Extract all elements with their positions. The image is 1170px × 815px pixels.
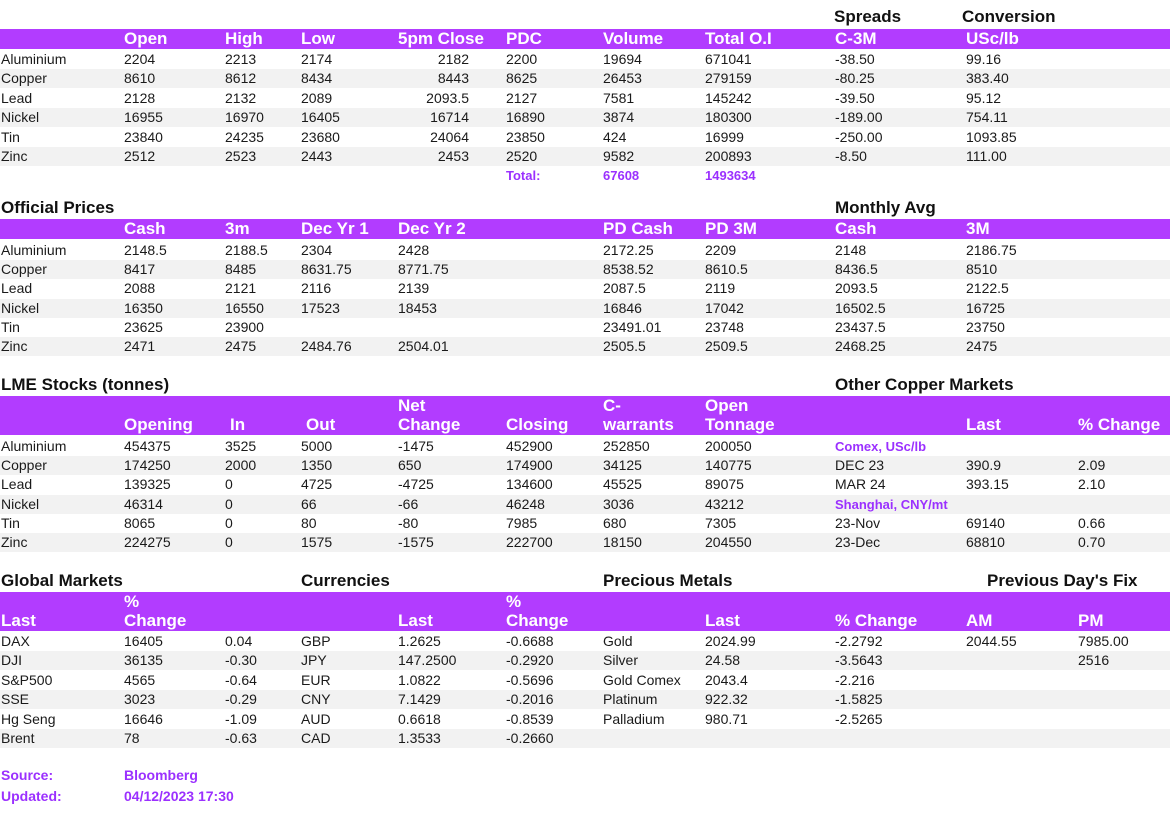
cell-pdc: 8625 <box>506 70 538 87</box>
col-monthly-cash: Cash <box>835 219 877 238</box>
cell-monthly-cash: 8436.5 <box>835 261 878 278</box>
cell-dec-yr2: 18453 <box>398 299 437 316</box>
cell-net-change: -4725 <box>398 476 434 493</box>
cell-c-3m: -8.50 <box>835 148 867 164</box>
cell-open-tonnage: 200050 <box>705 438 752 454</box>
cell-metal: Zinc <box>1 534 28 550</box>
col-5pm-close: 5pm Close <box>398 29 484 48</box>
cell-currency-last: 1.0822 <box>398 671 441 688</box>
cell-pd-3m: 2209 <box>705 242 737 258</box>
cell-monthly-3m: 2186.75 <box>966 242 1017 258</box>
cell-out: 80 <box>301 514 317 531</box>
cell-opening: 46314 <box>124 495 163 512</box>
col-ccy-last: Last <box>398 611 433 630</box>
row-stripe <box>0 495 1170 514</box>
copper-last: 390.9 <box>966 457 1002 474</box>
cell-high: 16970 <box>225 109 264 126</box>
cell-index-last: 16646 <box>124 710 163 727</box>
cell-open: 2204 <box>124 51 156 67</box>
other-copper-title: Other Copper Markets <box>835 375 1014 394</box>
cell-open: 16955 <box>124 109 163 126</box>
col-fix-am: AM <box>966 611 993 630</box>
cell-metal-last: 24.58 <box>705 652 741 669</box>
updated-value: 04/12/2023 17:30 <box>124 788 234 804</box>
cell-opening: 139325 <box>124 476 171 493</box>
conversion-title: Conversion <box>962 7 1056 26</box>
precious-metals-title: Precious Metals <box>603 571 733 590</box>
cell-currency: JPY <box>301 652 327 669</box>
cell-pdc: 16890 <box>506 109 545 126</box>
col-total-oi: Total O.I <box>705 29 772 48</box>
col-copper-pct: % Change <box>1078 415 1161 434</box>
cell-metal: Tin <box>1 318 20 335</box>
col-in: In <box>230 415 246 434</box>
copper-pct-change: 0.66 <box>1078 514 1106 531</box>
col-ot-1: Open <box>705 396 749 415</box>
cell-metal: Nickel <box>1 109 40 126</box>
cell-metal: Tin <box>1 514 20 531</box>
global-markets-title: Global Markets <box>1 571 123 590</box>
cell-metal-pct: -3.5643 <box>835 652 883 669</box>
col-opening: Opening <box>124 415 193 434</box>
source-value: Bloomberg <box>124 767 198 783</box>
col-dec-yr2: Dec Yr 2 <box>398 219 466 238</box>
cell-closing: 134600 <box>506 476 553 493</box>
cell-metal: Copper <box>1 70 47 87</box>
cell-cash: 2088 <box>124 280 156 297</box>
col-cash: Cash <box>124 219 166 238</box>
cell-fix-pm: 7985.00 <box>1078 633 1129 649</box>
cell-close-5pm: 2453 <box>437 148 469 164</box>
cell-open: 2512 <box>124 148 156 164</box>
cell-metal-last: 980.71 <box>705 710 748 727</box>
cell-total-oi: 16999 <box>705 128 744 145</box>
cell-total-oi: 200893 <box>705 148 752 164</box>
cell-c-warrants: 18150 <box>603 534 642 550</box>
col-high: High <box>225 29 263 48</box>
col-cw-1: C- <box>603 396 621 415</box>
cell-currency-pct: -0.6688 <box>506 633 554 649</box>
cell-dec-yr2: 8771.75 <box>398 261 449 278</box>
cell-close-5pm: 8443 <box>437 70 469 87</box>
total-oi: 1493634 <box>705 168 756 183</box>
cell-low: 16405 <box>301 109 340 126</box>
cell-pd-cash: 2087.5 <box>603 280 646 297</box>
col-global-pct-1: % <box>124 592 140 611</box>
cell-c-3m: -38.50 <box>835 51 875 67</box>
cell-3m: 2188.5 <box>225 242 268 258</box>
cell-pd-3m: 23748 <box>705 318 744 335</box>
cell-out: 5000 <box>301 438 333 454</box>
cell-c-3m: -39.50 <box>835 89 875 106</box>
cell-pd-3m: 8610.5 <box>705 261 748 278</box>
cell-cash: 16350 <box>124 299 163 316</box>
cell-c-warrants: 252850 <box>603 438 650 454</box>
col-ot-2: Tonnage <box>705 415 775 434</box>
cell-dec-yr1: 2116 <box>301 280 332 297</box>
cell-volume: 424 <box>603 128 627 145</box>
cell-usc-lb: 99.16 <box>966 51 1002 67</box>
col-copper-last: Last <box>966 415 1001 434</box>
cell-open: 8610 <box>124 70 156 87</box>
cell-volume: 26453 <box>603 70 642 87</box>
cell-index-name: S&P500 <box>1 671 53 688</box>
cell-pdc: 2127 <box>506 89 538 106</box>
cell-currency: GBP <box>301 633 331 649</box>
cell-currency: AUD <box>301 710 331 727</box>
copper-contract: 23-Nov <box>835 514 881 531</box>
cell-metal-pct: -2.2792 <box>835 633 883 649</box>
cell-index-name: SSE <box>1 691 30 708</box>
cell-3m: 2475 <box>225 338 257 354</box>
col-ccy-pct-1: % <box>506 592 522 611</box>
cell-close-5pm: 24064 <box>430 128 469 145</box>
cell-index-name: Hg Seng <box>1 710 56 727</box>
cell-currency: CNY <box>301 691 331 708</box>
cell-c-warrants: 45525 <box>603 476 642 493</box>
cell-total-oi: 671041 <box>705 51 752 67</box>
copper-market-heading: Shanghai, CNY/mt <box>835 496 948 512</box>
cell-c-3m: -80.25 <box>835 70 875 87</box>
copper-contract: 23-Dec <box>835 534 881 550</box>
cell-dec-yr1: 2304 <box>301 242 333 258</box>
cell-metal-pct: -2.216 <box>835 671 875 688</box>
cell-index-last: 16405 <box>124 633 163 649</box>
cell-close-5pm: 2093.5 <box>426 89 469 106</box>
source-label: Source: <box>1 767 54 783</box>
cell-pdc: 2200 <box>506 51 538 67</box>
col-net-2: Change <box>398 415 461 434</box>
cell-monthly-3m: 23750 <box>966 318 1005 335</box>
cell-metal: Aluminium <box>1 438 67 454</box>
cell-index-name: DAX <box>1 633 30 649</box>
cell-cash: 23625 <box>124 318 163 335</box>
cell-index-name: Brent <box>1 730 35 746</box>
cell-metal-last: 922.32 <box>705 691 748 708</box>
col-pd-cash: PD Cash <box>603 219 673 238</box>
cell-out: 4725 <box>301 476 333 493</box>
cell-in: 2000 <box>225 457 257 474</box>
official-header-band <box>0 219 1170 239</box>
cell-in: 3525 <box>225 438 257 454</box>
cell-pd-3m: 17042 <box>705 299 744 316</box>
cell-out: 1350 <box>301 457 333 474</box>
cell-monthly-3m: 8510 <box>966 261 998 278</box>
cell-net-change: -66 <box>398 495 419 512</box>
copper-pct-change: 2.10 <box>1078 476 1106 493</box>
cell-volume: 19694 <box>603 51 642 67</box>
cell-total-oi: 279159 <box>705 70 752 87</box>
cell-dec-yr2: 2139 <box>398 280 430 297</box>
cell-metal: Zinc <box>1 338 28 354</box>
cell-c-warrants: 680 <box>603 514 627 531</box>
cell-cash: 8417 <box>124 261 156 278</box>
cell-dec-yr1: 17523 <box>301 299 340 316</box>
col-global-last: Last <box>1 611 36 630</box>
cell-monthly-3m: 2122.5 <box>966 280 1009 297</box>
cell-closing: 7985 <box>506 514 538 531</box>
cell-open: 23840 <box>124 128 163 145</box>
cell-net-change: -1475 <box>398 438 434 454</box>
col-fix-pm: PM <box>1078 611 1104 630</box>
cell-usc-lb: 1093.85 <box>966 128 1017 145</box>
cell-net-change: -1575 <box>398 534 434 550</box>
previous-fix-title: Previous Day's Fix <box>987 571 1138 590</box>
total-volume: 67608 <box>603 168 640 183</box>
row-stripe <box>0 729 1170 748</box>
currencies-title: Currencies <box>301 571 390 590</box>
col-metal-pct: % Change <box>835 611 918 630</box>
cell-c-3m: -189.00 <box>835 109 883 126</box>
cell-3m: 23900 <box>225 318 264 335</box>
cell-currency-pct: -0.2920 <box>506 652 554 669</box>
col-pd-3m: PD 3M <box>705 219 757 238</box>
cell-open-tonnage: 89075 <box>705 476 744 493</box>
cell-index-last: 3023 <box>124 691 156 708</box>
cell-currency-last: 1.3533 <box>398 730 441 746</box>
cell-c-warrants: 3036 <box>603 495 635 512</box>
col-out: Out <box>306 415 336 434</box>
cell-closing: 46248 <box>506 495 545 512</box>
cell-metal: Aluminium <box>1 242 67 258</box>
cell-c-warrants: 34125 <box>603 457 642 474</box>
cell-currency-pct: -0.8539 <box>506 710 554 727</box>
copper-last: 69140 <box>966 514 1005 531</box>
cell-index-pct: -0.30 <box>225 652 257 669</box>
cell-monthly-cash: 2468.25 <box>835 338 886 354</box>
cell-metal-pct: -1.5825 <box>835 691 883 708</box>
cell-index-pct: -0.64 <box>225 671 257 688</box>
cell-monthly-cash: 2148 <box>835 242 867 258</box>
cell-open-tonnage: 43212 <box>705 495 744 512</box>
cell-low: 2089 <box>301 89 333 106</box>
cell-usc-lb: 111.00 <box>966 148 1007 164</box>
cell-high: 24235 <box>225 128 264 145</box>
cell-volume: 9582 <box>603 148 635 164</box>
col-pdc: PDC <box>506 29 542 48</box>
cell-currency-last: 147.2500 <box>398 652 457 669</box>
cell-pdc: 2520 <box>506 148 538 164</box>
cell-usc-lb: 95.12 <box>966 89 1002 106</box>
cell-cash: 2148.5 <box>124 242 167 258</box>
row-stripe <box>0 690 1170 709</box>
cell-monthly-3m: 16725 <box>966 299 1005 316</box>
cell-usc-lb: 754.11 <box>966 109 1008 126</box>
spreads-title: Spreads <box>834 7 902 26</box>
cell-metal: Lead <box>1 476 33 493</box>
cell-closing: 174900 <box>506 457 553 474</box>
cell-c-3m: -250.00 <box>835 128 883 145</box>
col-usc-lb: USc/lb <box>966 29 1019 48</box>
cell-metal: Copper <box>1 457 47 474</box>
cell-high: 2213 <box>225 51 257 67</box>
cell-pd-cash: 23491.01 <box>603 318 662 335</box>
cell-precious-metal: Silver <box>603 652 639 669</box>
cell-closing: 452900 <box>506 438 553 454</box>
cell-net-change: -80 <box>398 514 419 531</box>
col-volume: Volume <box>603 29 664 48</box>
col-metal-last: Last <box>705 611 740 630</box>
col-cw-2: warrants <box>603 415 674 434</box>
cell-opening: 8065 <box>124 514 156 531</box>
copper-contract: MAR 24 <box>835 476 886 493</box>
cell-currency-pct: -0.2016 <box>506 691 554 708</box>
row-stripe <box>0 651 1170 670</box>
cell-currency: EUR <box>301 671 331 688</box>
cell-dec-yr2: 2504.01 <box>398 338 449 354</box>
cell-3m: 8485 <box>225 261 257 278</box>
official-prices-title: Official Prices <box>1 198 115 217</box>
cell-precious-metal: Gold Comex <box>603 671 681 688</box>
cell-opening: 224275 <box>124 534 171 550</box>
cell-index-last: 78 <box>124 730 140 746</box>
cell-opening: 174250 <box>124 457 171 474</box>
cell-currency: CAD <box>301 730 331 746</box>
cell-high: 8612 <box>225 70 257 87</box>
cell-dec-yr1: 8631.75 <box>301 261 352 278</box>
cell-metal: Nickel <box>1 299 40 316</box>
copper-last: 68810 <box>966 534 1005 550</box>
col-c-3m: C-3M <box>835 29 877 48</box>
cell-metal: Lead <box>1 280 33 297</box>
cell-volume: 7581 <box>603 89 635 106</box>
cell-high: 2523 <box>225 148 257 164</box>
col-closing: Closing <box>506 415 569 434</box>
cell-total-oi: 180300 <box>705 109 752 126</box>
copper-contract: DEC 23 <box>835 457 885 474</box>
cell-currency-last: 1.2625 <box>398 633 441 649</box>
cell-fix-pm: 2516 <box>1078 652 1110 669</box>
copper-pct-change: 0.70 <box>1078 534 1106 550</box>
cell-pdc: 23850 <box>506 128 545 145</box>
copper-pct-change: 2.09 <box>1078 457 1106 474</box>
col-open: Open <box>124 29 168 48</box>
col-monthly-3m: 3M <box>966 219 990 238</box>
cell-low: 2174 <box>301 51 333 67</box>
cell-pd-cash: 2505.5 <box>603 338 646 354</box>
cell-index-pct: 0.04 <box>225 633 253 649</box>
cell-metal: Aluminium <box>1 51 67 67</box>
monthly-avg-title: Monthly Avg <box>835 198 936 217</box>
cell-close-5pm: 16714 <box>430 109 469 126</box>
cell-monthly-cash: 16502.5 <box>835 299 886 316</box>
cell-usc-lb: 383.40 <box>966 70 1009 87</box>
cell-high: 2132 <box>225 89 257 106</box>
cell-total-oi: 145242 <box>705 89 752 106</box>
cell-net-change: 650 <box>398 457 422 474</box>
cell-closing: 222700 <box>506 534 553 550</box>
cell-low: 2443 <box>301 148 333 164</box>
cell-metal-last: 2024.99 <box>705 633 756 649</box>
cell-in: 0 <box>225 495 233 512</box>
cell-currency-pct: -0.5696 <box>506 671 554 688</box>
cell-volume: 3874 <box>603 109 635 126</box>
cell-pd-cash: 16846 <box>603 299 642 316</box>
cell-index-pct: -0.63 <box>225 730 257 746</box>
col-global-pct-2: Change <box>124 611 187 630</box>
cell-in: 0 <box>225 476 233 493</box>
updated-label: Updated: <box>1 788 62 804</box>
cell-3m: 2121 <box>225 280 257 297</box>
cell-currency-last: 7.1429 <box>398 691 441 708</box>
cell-index-pct: -1.09 <box>225 710 257 727</box>
cell-monthly-cash: 2093.5 <box>835 280 878 297</box>
cell-pd-3m: 2119 <box>705 280 736 297</box>
cell-currency-pct: -0.2660 <box>506 730 554 746</box>
cell-opening: 454375 <box>124 438 171 454</box>
cell-metal: Copper <box>1 261 47 278</box>
cell-out: 1575 <box>301 534 333 550</box>
lme-stocks-title: LME Stocks (tonnes) <box>1 375 170 394</box>
cell-dec-yr2: 2428 <box>398 242 430 258</box>
cell-metal: Tin <box>1 128 20 145</box>
cell-metal: Zinc <box>1 148 28 164</box>
cell-cash: 2471 <box>124 338 156 354</box>
col-ccy-pct-2: Change <box>506 611 569 630</box>
cell-low: 8434 <box>301 70 333 87</box>
cell-dec-yr1: 2484.76 <box>301 338 352 354</box>
col-low: Low <box>301 29 335 48</box>
cell-index-name: DJI <box>1 652 22 669</box>
cell-metal-pct: -2.5265 <box>835 710 883 727</box>
cell-open-tonnage: 204550 <box>705 534 752 550</box>
total-label: Total: <box>506 168 541 183</box>
cell-fix-am: 2044.55 <box>966 633 1017 649</box>
cell-index-last: 36135 <box>124 652 163 669</box>
cell-metal: Nickel <box>1 495 40 512</box>
cell-3m: 16550 <box>225 299 264 316</box>
col-dec-yr1: Dec Yr 1 <box>301 219 369 238</box>
cell-currency-last: 0.6618 <box>398 710 441 727</box>
cell-out: 66 <box>301 495 317 512</box>
cell-metal-last: 2043.4 <box>705 671 748 688</box>
cell-precious-metal: Palladium <box>603 710 665 727</box>
copper-market-heading: Comex, USc/lb <box>835 439 927 454</box>
col-3m: 3m <box>225 219 250 238</box>
cell-close-5pm: 2182 <box>437 51 469 67</box>
cell-in: 0 <box>225 534 233 550</box>
cell-pd-cash: 2172.25 <box>603 242 654 258</box>
cell-precious-metal: Gold <box>603 633 633 649</box>
cell-open: 2128 <box>124 89 156 106</box>
cell-precious-metal: Platinum <box>603 691 658 708</box>
cell-pd-3m: 2509.5 <box>705 338 748 354</box>
copper-last: 393.15 <box>966 476 1009 493</box>
cell-monthly-3m: 2475 <box>966 338 998 354</box>
cell-metal: Lead <box>1 89 33 106</box>
cell-pd-cash: 8538.52 <box>603 261 654 278</box>
cell-in: 0 <box>225 514 233 531</box>
cell-monthly-cash: 23437.5 <box>835 318 886 335</box>
col-net-1: Net <box>398 396 426 415</box>
cell-open-tonnage: 7305 <box>705 514 737 531</box>
cell-open-tonnage: 140775 <box>705 457 752 474</box>
cell-index-last: 4565 <box>124 671 156 688</box>
cell-index-pct: -0.29 <box>225 691 257 708</box>
cell-low: 23680 <box>301 128 340 145</box>
